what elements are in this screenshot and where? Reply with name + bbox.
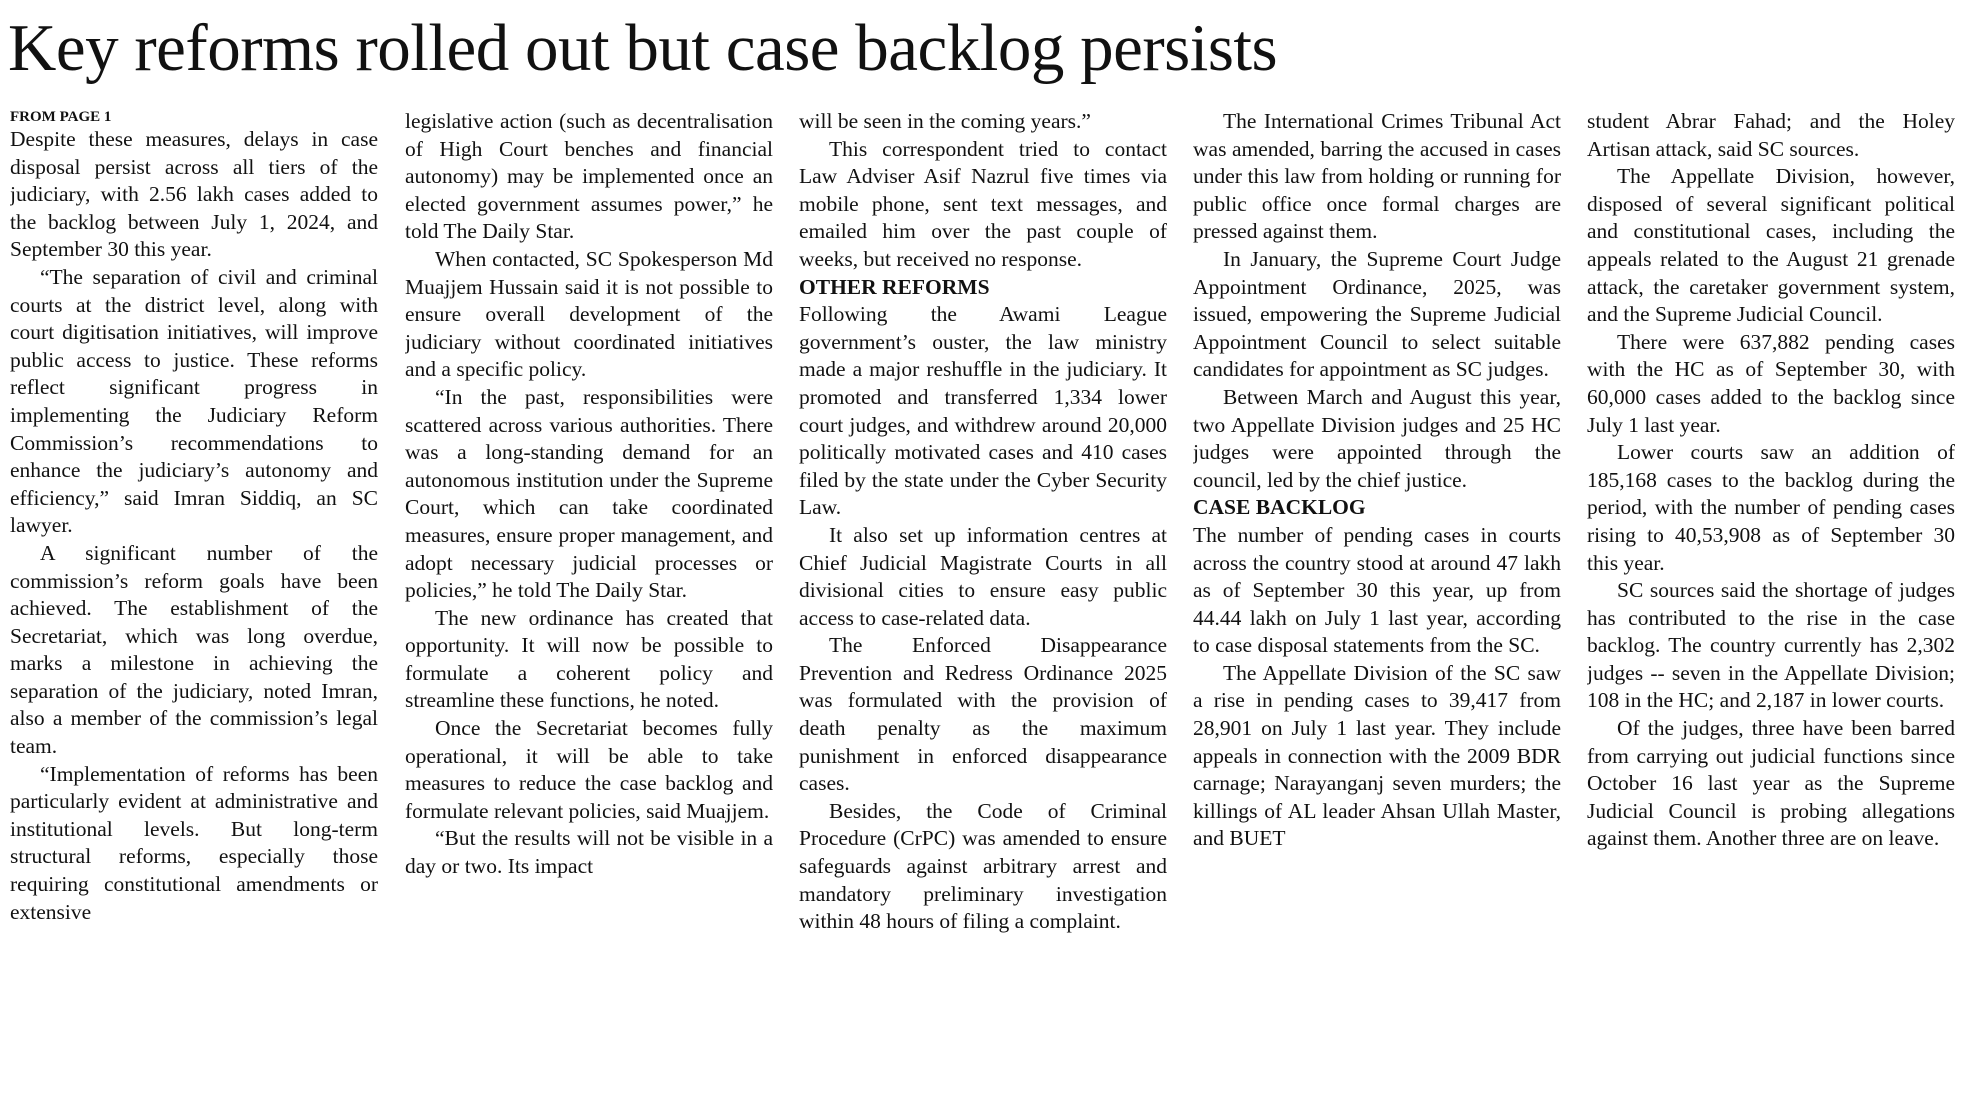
headline: Key reforms rolled out but case backlog persists — [8, 11, 1278, 85]
article-column-1 — [10, 108, 378, 1093]
subhead-case-backlog: CASE BACKLOG — [1193, 495, 1366, 520]
paragraph: When contacted, SC Spokesperson Md Muajjem Hussain said it is not possible to ensure overall development of the judiciary without coordinated initiatives and a specific policy. — [405, 246, 773, 382]
paragraph: Despite these measures, delays in case disposal persist across all tiers of the judiciary, with 2.56 lakh cases added to the backlog between July 1, 2024, and September 30 this year. — [10, 127, 378, 262]
article-column-3 — [799, 108, 1167, 1093]
paragraph: Following the Awami League government’s ouster, the law ministry made a major reshuffle in the judiciary. It promoted and transferred 1,334 lower court judges, and withdrew around 20,000 politically motivated cases and 410 cases filed by the state under the Cyber Security Law. — [799, 302, 1167, 520]
paragraph: “In the past, responsibilities were scattered across various authorities. There was a long-standing demand for an autonomous institution under the Supreme Court, which can take coordinated measures, ensure proper management, and adopt necessary judicial processes or policies,” he told The Daily Star. — [405, 384, 773, 603]
kicker-from-page-1: FROM PAGE 1 — [10, 109, 112, 125]
paragraph: Of the judges, three have been barred from carrying out judicial functions since October 16 last year as the Supreme Judicial Council is probing allegations against them. Another three are on leave. — [1587, 716, 1955, 851]
paragraph: “Implementation of reforms has been particularly evident at administrative and institutional levels. But long-term structural reforms, especially those requiring constitutional amendments or extensive — [10, 761, 378, 924]
subhead-other-reforms: OTHER REFORMS — [799, 274, 990, 299]
article-column-2 — [405, 108, 773, 1093]
paragraph: The Enforced Disappearance Prevention and Redress Ordinance 2025 was formulated with the provision of death penalty as the maximum punishment in enforced disappearance cases. — [799, 633, 1167, 796]
paragraph: SC sources said the shortage of judges has contributed to the rise in the case backlog. The country currently has 2,302 judges -- seven in the Appellate Division; 108 in the HC; and 2,187 in lower courts. — [1587, 578, 1955, 713]
paragraph: In January, the Supreme Court Judge Appointment Ordinance, 2025, was issued, empowering the Supreme Judicial Appointment Council to select suitable candidates for appointment as SC judges. — [1193, 246, 1561, 382]
paragraph: The new ordinance has created that opportunity. It will now be possible to formulate a coherent policy and streamline these functions, he noted. — [405, 605, 773, 713]
article-column-5 — [1587, 108, 1955, 1093]
paragraph: There were 637,882 pending cases with the HC as of September 30, with 60,000 cases added to the backlog since July 1 last year. — [1587, 329, 1955, 437]
paragraph: Between March and August this year, two Appellate Division judges and 25 HC judges were appointed through the council, led by the chief justice. — [1193, 384, 1561, 492]
paragraph: The number of pending cases in courts across the country stood at around 47 lakh as of September 30 this year, up from 44.44 lakh on July 1 last year, according to case disposal statements from the SC. — [1193, 522, 1561, 658]
paragraph: legislative action (such as decentralisation of High Court benches and financial autonomy) may be implemented once an elected government assumes power,” he told The Daily Star. — [405, 109, 773, 244]
paragraph: Lower courts saw an addition of 185,168 cases to the backlog during the period, with the number of pending cases rising to 40,53,908 as of September 30 this year. — [1587, 440, 1955, 575]
paragraph: Once the Secretariat becomes fully operational, it will be able to take measures to reduce the case backlog and formulate relevant policies, said Muajjem. — [405, 716, 773, 823]
paragraph: The Appellate Division, however, disposed of several significant political and constitutional cases, including the appeals related to the August 21 grenade attack, the caretaker government system, and the Supreme Judicial Council. — [1587, 164, 1955, 327]
paragraph: The International Crimes Tribunal Act was amended, barring the accused in cases under this law from holding or running for public office once formal charges are pressed against them. — [1193, 109, 1561, 244]
paragraph: This correspondent tried to contact Law Adviser Asif Nazrul five times via mobile phone, sent text messages, and emailed him over the past couple of weeks, but received no response. — [799, 136, 1167, 271]
paragraph: student Abrar Fahad; and the Holey Artisan attack, said SC sources. — [1587, 109, 1955, 161]
paragraph: “But the results will not be visible in a day or two. Its impact — [405, 826, 773, 879]
paragraph: The Appellate Division of the SC saw a rise in pending cases to 39,417 from 28,901 on July 1 last year. They include appeals in connection with the 2009 BDR carnage; Narayanganj seven murders; the killings of AL leader Ahsan Ullah Master, and BUET — [1193, 660, 1561, 851]
paragraph: “The separation of civil and criminal courts at the district level, along with court digitisation initiatives, will improve public access to justice. These reforms reflect significant progress in implementing the Judiciary Reform Commission’s recommendations to enhance the judiciary’s autonomy and efficiency,” said Imran Siddiq, an SC lawyer. — [10, 264, 378, 538]
paragraph: A significant number of the commission’s reform goals have been achieved. The establishment of the Secretariat, which was long overdue, marks a milestone in achieving the separation of the judiciary, noted Imran, also a member of the commission’s legal team. — [10, 540, 378, 759]
paragraph: Besides, the Code of Criminal Procedure (CrPC) was amended to ensure safeguards against arbitrary arrest and mandatory preliminary investigation within 48 hours of filing a complaint. — [799, 798, 1167, 934]
paragraph: will be seen in the coming years.” — [799, 109, 1091, 133]
article-column-4 — [1193, 108, 1561, 1093]
paragraph: It also set up information centres at Chief Judicial Magistrate Courts in all divisional cities to ensure easy public access to case-related data. — [799, 522, 1167, 630]
